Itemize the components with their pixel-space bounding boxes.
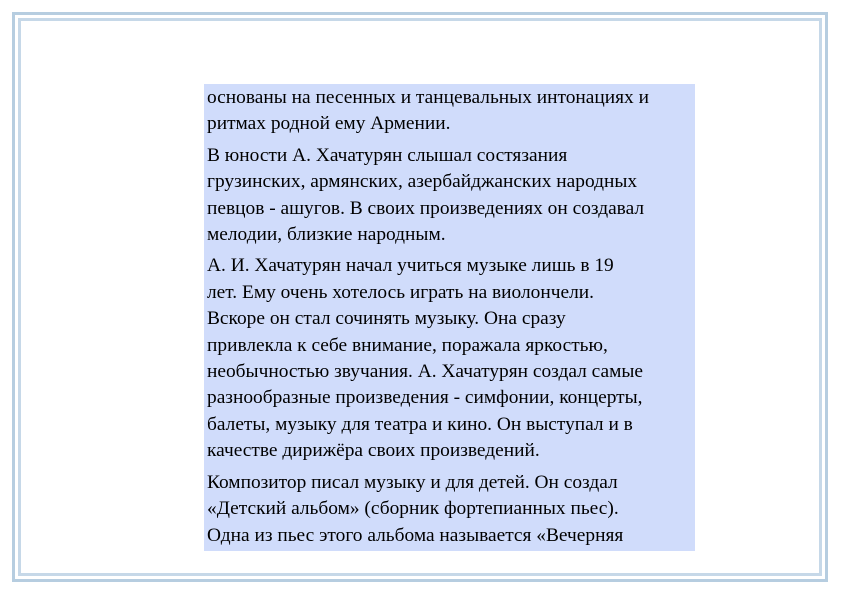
- text-line: привлекла к себе внимание, поражала яркостью,: [207, 334, 608, 356]
- text-line: Одна из пьес этого альбома называется «Вечерняя: [207, 524, 624, 546]
- text-line: балеты, музыку для театра и кино. Он выступал и в: [207, 413, 633, 435]
- paragraph-4: [207, 470, 693, 549]
- paragraph-3: [207, 253, 693, 464]
- text-line: А. И. Хачатурян начал учиться музыке лишь в 19: [207, 255, 614, 277]
- text-line: необычностью звучания. А. Хачатурян создал самые: [207, 361, 643, 383]
- text-line: В юности А. Хачатурян слышал состязания: [207, 144, 568, 166]
- text-line: основаны на песенных и танцевальных интонациях и: [207, 87, 649, 108]
- text-block: [204, 84, 695, 551]
- text-line: «Детский альбом» (сборник фортепианных пьес).: [207, 498, 619, 520]
- paragraph-1: [207, 85, 693, 138]
- text-line: качестве дирижёра своих произведений.: [207, 440, 540, 462]
- text-line: лет. Ему очень хотелось играть на виолончели.: [207, 281, 595, 303]
- text-line: грузинских, армянских, азербайджанских народных: [207, 171, 638, 193]
- text-line: разнообразные произведения - симфонии, концерты,: [207, 387, 643, 409]
- paragraph-2: [207, 143, 693, 249]
- text-line: ритмах родной ему Армении.: [207, 113, 451, 135]
- text-line: мелодии, близкие народным.: [207, 224, 446, 246]
- text-line: Вскоре он стал сочинять музыку. Она сразу: [207, 308, 566, 330]
- text-line: Композитор писал музыку и для детей. Он создал: [207, 471, 618, 493]
- text-line: певцов - ашугов. В своих произведениях он создавал: [207, 197, 645, 219]
